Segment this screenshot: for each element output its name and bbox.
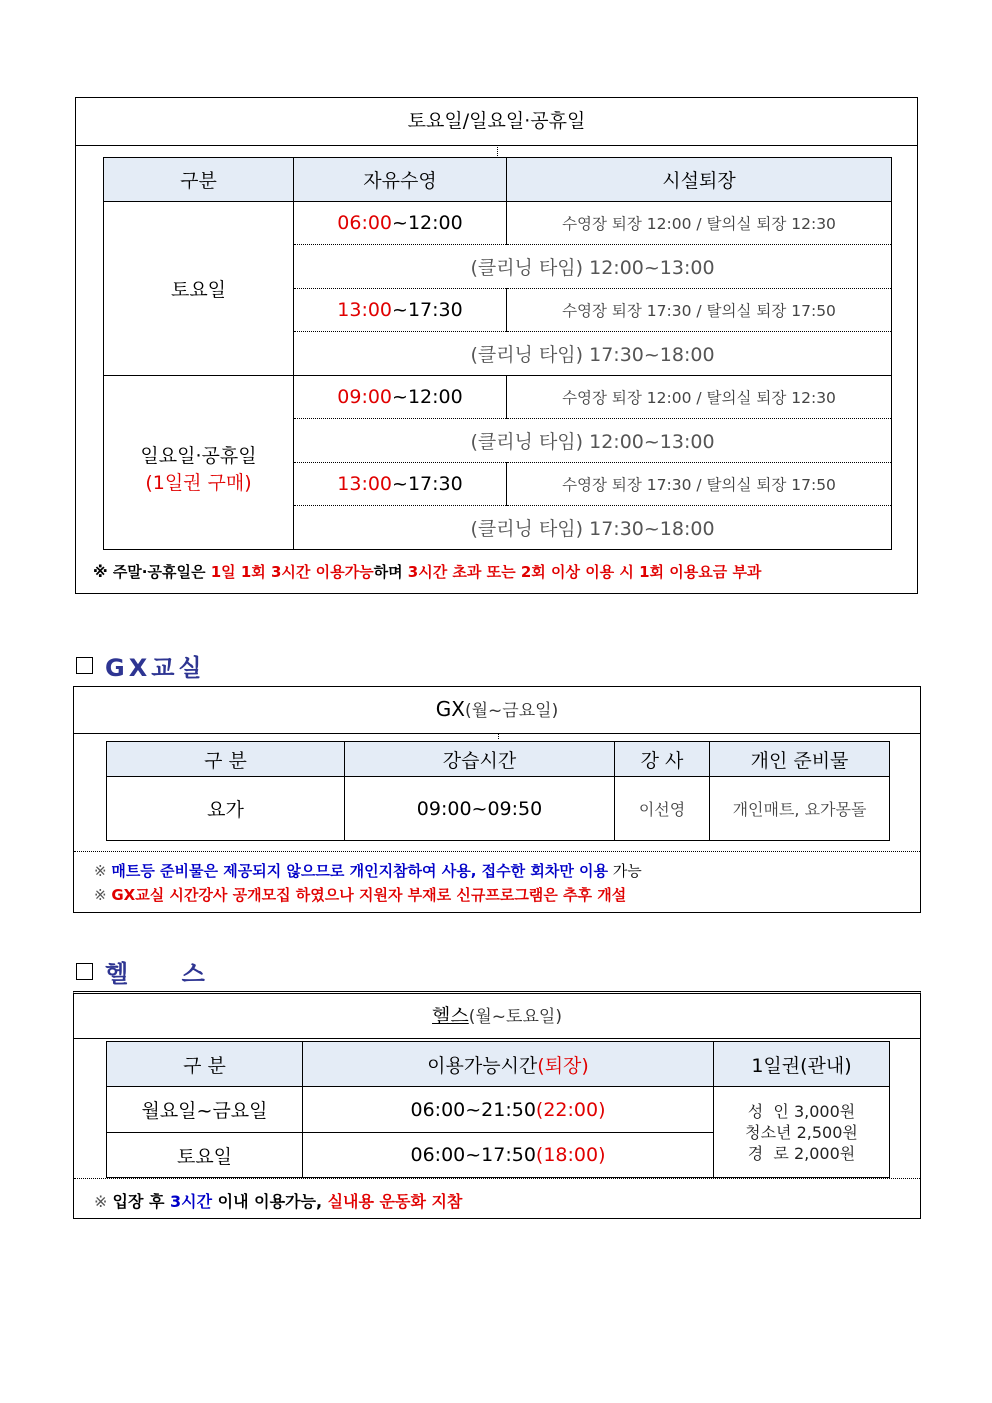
session-start: 09:00 <box>337 386 393 408</box>
cleaning-time: (클리닝 타임) 12:00~13:00 <box>294 245 892 289</box>
cleaning-time: (클리닝 타임) 12:00~13:00 <box>294 419 892 463</box>
gx-title-main: GX <box>435 697 465 721</box>
price-adult: 성 인 3,000원 <box>747 1101 856 1121</box>
exit-times: 수영장 퇴장 17:30 / 탈의실 퇴장 17:50 <box>507 463 892 506</box>
gx-note-2 <box>94 884 626 905</box>
session-sep: ~ <box>392 299 408 321</box>
session-end: 17:30 <box>407 299 463 321</box>
day-label: 토요일 <box>170 279 227 301</box>
header-class-time: 강습시간 <box>345 742 615 777</box>
square-bullet-icon <box>76 963 93 980</box>
health-title-sub: (월~토요일) <box>468 1007 562 1027</box>
note-highlight: 3시간 초과 또는 2회 이상 이용 시 1회 이용요금 부과 <box>407 563 762 581</box>
note-text: 가능 <box>608 862 642 880</box>
day-cell-sunday-holiday <box>104 376 294 550</box>
available-time <box>303 1133 714 1178</box>
note-mark: ※ <box>94 886 112 904</box>
session-sep: ~ <box>392 212 408 234</box>
gx-title-sub: (월~금요일) <box>465 701 559 721</box>
header-personal-items: 개인 준비물 <box>710 742 890 777</box>
weekend-schedule-table <box>103 157 892 550</box>
exit-times: 수영장 퇴장 17:30 / 탈의실 퇴장 17:50 <box>507 289 892 332</box>
exit-time: (18:00) <box>535 1144 606 1166</box>
header-category: 구 분 <box>107 742 345 777</box>
note-mark: ※ <box>94 1192 113 1211</box>
session-end: 12:00 <box>407 212 463 234</box>
health-title-bar <box>74 994 920 1039</box>
session-time <box>294 202 507 245</box>
table-header-row <box>107 742 890 777</box>
note-mark: ※ <box>94 862 112 880</box>
divider-dotted <box>74 1178 920 1179</box>
gx-section-heading <box>76 648 206 683</box>
session-end: 12:00 <box>407 386 463 408</box>
class-time: 09:00~09:50 <box>345 777 615 841</box>
weekend-title: 토요일/일요일·공휴일 <box>407 110 586 132</box>
note-mark: ※ <box>93 563 113 581</box>
health-box <box>73 991 921 1219</box>
header-day-pass: 1일권(관내) <box>714 1042 890 1087</box>
header-category: 구분 <box>104 158 294 202</box>
session-sep: ~ <box>392 473 408 495</box>
cleaning-time: (클리닝 타임) 17:30~18:00 <box>294 506 892 550</box>
session-time <box>294 463 507 506</box>
table-row <box>107 1087 890 1133</box>
gx-title-bar <box>74 687 920 734</box>
note-highlight: 3시간 <box>170 1192 213 1211</box>
personal-items: 개인매트, 요가몽돌 <box>710 777 890 841</box>
available-time <box>303 1087 714 1133</box>
note-text: 하며 <box>373 563 408 581</box>
gx-box <box>73 686 921 913</box>
weekend-note <box>93 561 761 582</box>
session-start: 13:00 <box>337 299 393 321</box>
header-facility-exit: 시설퇴장 <box>507 158 892 202</box>
session-time <box>294 289 507 332</box>
session-start: 06:00 <box>337 212 393 234</box>
price-youth: 청소년 2,500원 <box>745 1122 858 1142</box>
divider-dotted <box>497 145 498 156</box>
day-label: 일요일·공휴일 <box>140 444 257 467</box>
table-header-row <box>104 158 892 202</box>
divider-dotted <box>74 851 920 852</box>
price-list <box>714 1087 890 1178</box>
session-end: 17:30 <box>407 473 463 495</box>
health-table <box>106 1041 890 1178</box>
day-cell-saturday <box>104 202 294 376</box>
time-range: 06:00~21:50 <box>410 1098 536 1121</box>
note-text: 이내 이용가능, <box>212 1192 328 1211</box>
header-available-time <box>303 1042 714 1087</box>
time-range: 06:00~17:50 <box>410 1144 536 1166</box>
health-note <box>94 1189 462 1212</box>
note-text: 입장 후 <box>112 1192 171 1211</box>
weekend-title-bar <box>76 98 917 146</box>
session-sep: ~ <box>392 386 408 408</box>
header-text: 이용가능시간 <box>427 1054 538 1077</box>
gx-note-1 <box>94 860 642 881</box>
gx-heading-text: GX교실 <box>105 654 206 682</box>
header-highlight: (퇴장) <box>537 1054 589 1077</box>
table-header-row <box>107 1042 890 1087</box>
health-title-main: 헬스 <box>432 1005 469 1027</box>
session-time <box>294 376 507 419</box>
health-heading-text: 헬 스 <box>105 960 209 988</box>
header-instructor: 강 사 <box>615 742 710 777</box>
table-row <box>104 202 892 245</box>
session-start: 13:00 <box>337 473 393 495</box>
price-senior: 경 로 2,000원 <box>747 1143 856 1163</box>
weekend-schedule-box <box>75 97 918 594</box>
divider-dotted <box>498 733 499 739</box>
instructor-name: 이선영 <box>615 777 710 841</box>
gx-table <box>106 741 890 841</box>
note-highlight: 실내용 운동화 지참 <box>327 1192 463 1211</box>
note-text: 주말·공휴일은 <box>112 563 211 581</box>
exit-times: 수영장 퇴장 12:00 / 탈의실 퇴장 12:30 <box>507 202 892 245</box>
day-range: 토요일 <box>107 1133 303 1178</box>
note-highlight: 매트등 준비물은 제공되지 않으므로 개인지참하여 사용, 접수한 회차만 이용 <box>111 862 609 880</box>
day-note: (1일권 구매) <box>145 471 252 494</box>
table-row <box>104 376 892 419</box>
square-bullet-icon <box>76 657 93 674</box>
program-name: 요가 <box>107 777 345 841</box>
note-highlight: GX교실 시간강사 공개모집 하였으나 지원자 부재로 신규프로그램은 추후 개설 <box>111 886 627 904</box>
day-range: 월요일~금요일 <box>107 1087 303 1133</box>
exit-time: (22:00) <box>535 1098 606 1121</box>
note-highlight: 1일 1회 3시간 이용가능 <box>210 563 374 581</box>
table-row <box>107 777 890 841</box>
header-category: 구 분 <box>107 1042 303 1087</box>
health-section-heading <box>76 954 209 989</box>
exit-times: 수영장 퇴장 12:00 / 탈의실 퇴장 12:30 <box>507 376 892 419</box>
cleaning-time: (클리닝 타임) 17:30~18:00 <box>294 332 892 376</box>
header-free-swim: 자유수영 <box>294 158 507 202</box>
